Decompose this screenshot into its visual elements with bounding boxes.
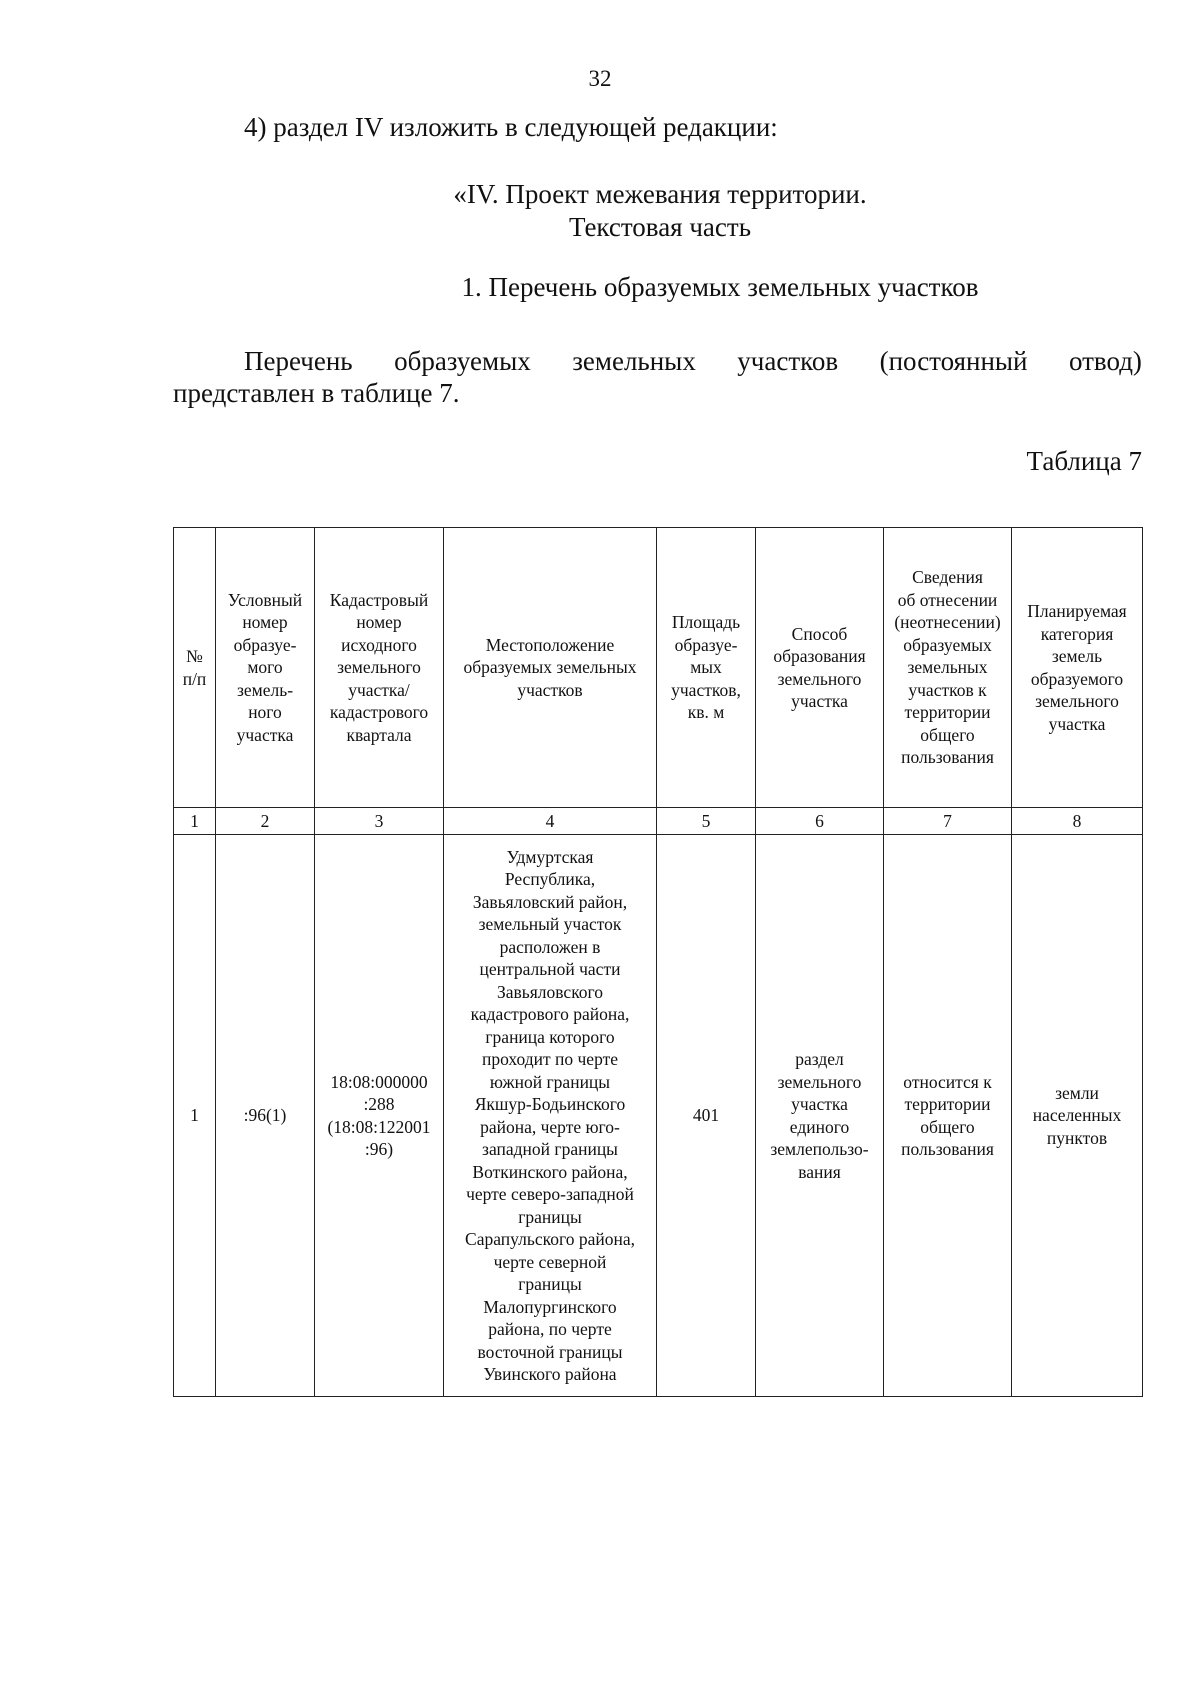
paragraph-word: отвод): [1068, 346, 1142, 376]
cell-area: 401: [657, 835, 756, 1397]
table-column-numbers-row: [174, 808, 1143, 835]
header-cell-number: № п/п: [174, 528, 216, 808]
cell-conditional-number: :96(1): [216, 835, 315, 1397]
paragraph-word: образуемых: [394, 346, 531, 376]
paragraph-word: земельных: [572, 346, 696, 376]
section-title: [420, 178, 900, 244]
header-cell-land-category: Планируемая категория земель образуемого земельного участка: [1012, 528, 1143, 808]
cell-cadastral-number: 18:08:000000 :288 (18:08:122001 :96): [315, 835, 444, 1397]
intro-line: 4) раздел IV изложить в следующей редакции:: [244, 112, 778, 142]
header-cell-area: Площадь образуе- мых участков, кв. м: [657, 528, 756, 808]
cell-row-number: 1: [174, 835, 216, 1397]
cell-location: Удмуртская Республика, Завьяловский район, земельный участок расположен в центральной части Завьяловского кадастрового района, граница которого проходит по черте южной границы Якшур-Бодьинского района, черте юго- западной границы Воткинского района, черте северо-западной границы Сарапульского района, черте северной границы Малопургинского района, по черте восточной границы Увинского района: [444, 835, 657, 1397]
column-number-cell: 4: [444, 808, 657, 835]
header-cell-cadastral-number: Кадастровый номер исходного земельного участка/ кадастрового квартала: [315, 528, 444, 808]
cell-public-use: относится к территории общего пользования: [884, 835, 1012, 1397]
column-number-cell: 7: [884, 808, 1012, 835]
section-title-line2: Текстовая часть: [568, 212, 752, 242]
column-number-cell: 3: [315, 808, 444, 835]
header-cell-public-use: Сведения об отнесении (неотнесении) образуемых земельных участков к территории общего пользования: [884, 528, 1012, 808]
header-cell-formation-method: Способ образования земельного участка: [756, 528, 884, 808]
paragraph-word: (постоянный: [879, 346, 1028, 376]
land-plots-table: [173, 527, 1143, 1397]
paragraph-line1: [244, 346, 1142, 377]
header-cell-conditional-number: Условный номер образуе- мого земель- ного участка: [216, 528, 315, 808]
subsection-title: 1. Перечень образуемых земельных участков: [461, 272, 979, 302]
column-number-cell: 8: [1012, 808, 1143, 835]
column-number-cell: 5: [657, 808, 756, 835]
paragraph-line2: представлен в таблице 7.: [173, 378, 460, 408]
table-header-row: [174, 528, 1143, 808]
table-row: [174, 835, 1143, 1397]
column-number-cell: 2: [216, 808, 315, 835]
section-title-line1: «IV. Проект межевания территории.: [453, 179, 867, 209]
page-number: 32: [588, 66, 612, 91]
cell-formation-method: раздел земельного участка единого землепользо- вания: [756, 835, 884, 1397]
paragraph-word: участков: [737, 346, 839, 376]
column-number-cell: 6: [756, 808, 884, 835]
paragraph-word: Перечень: [244, 346, 353, 376]
header-cell-location: Местоположение образуемых земельных участков: [444, 528, 657, 808]
table-caption: Таблица 7: [1026, 446, 1142, 476]
column-number-cell: 1: [174, 808, 216, 835]
cell-land-category: земли населенных пунктов: [1012, 835, 1143, 1397]
